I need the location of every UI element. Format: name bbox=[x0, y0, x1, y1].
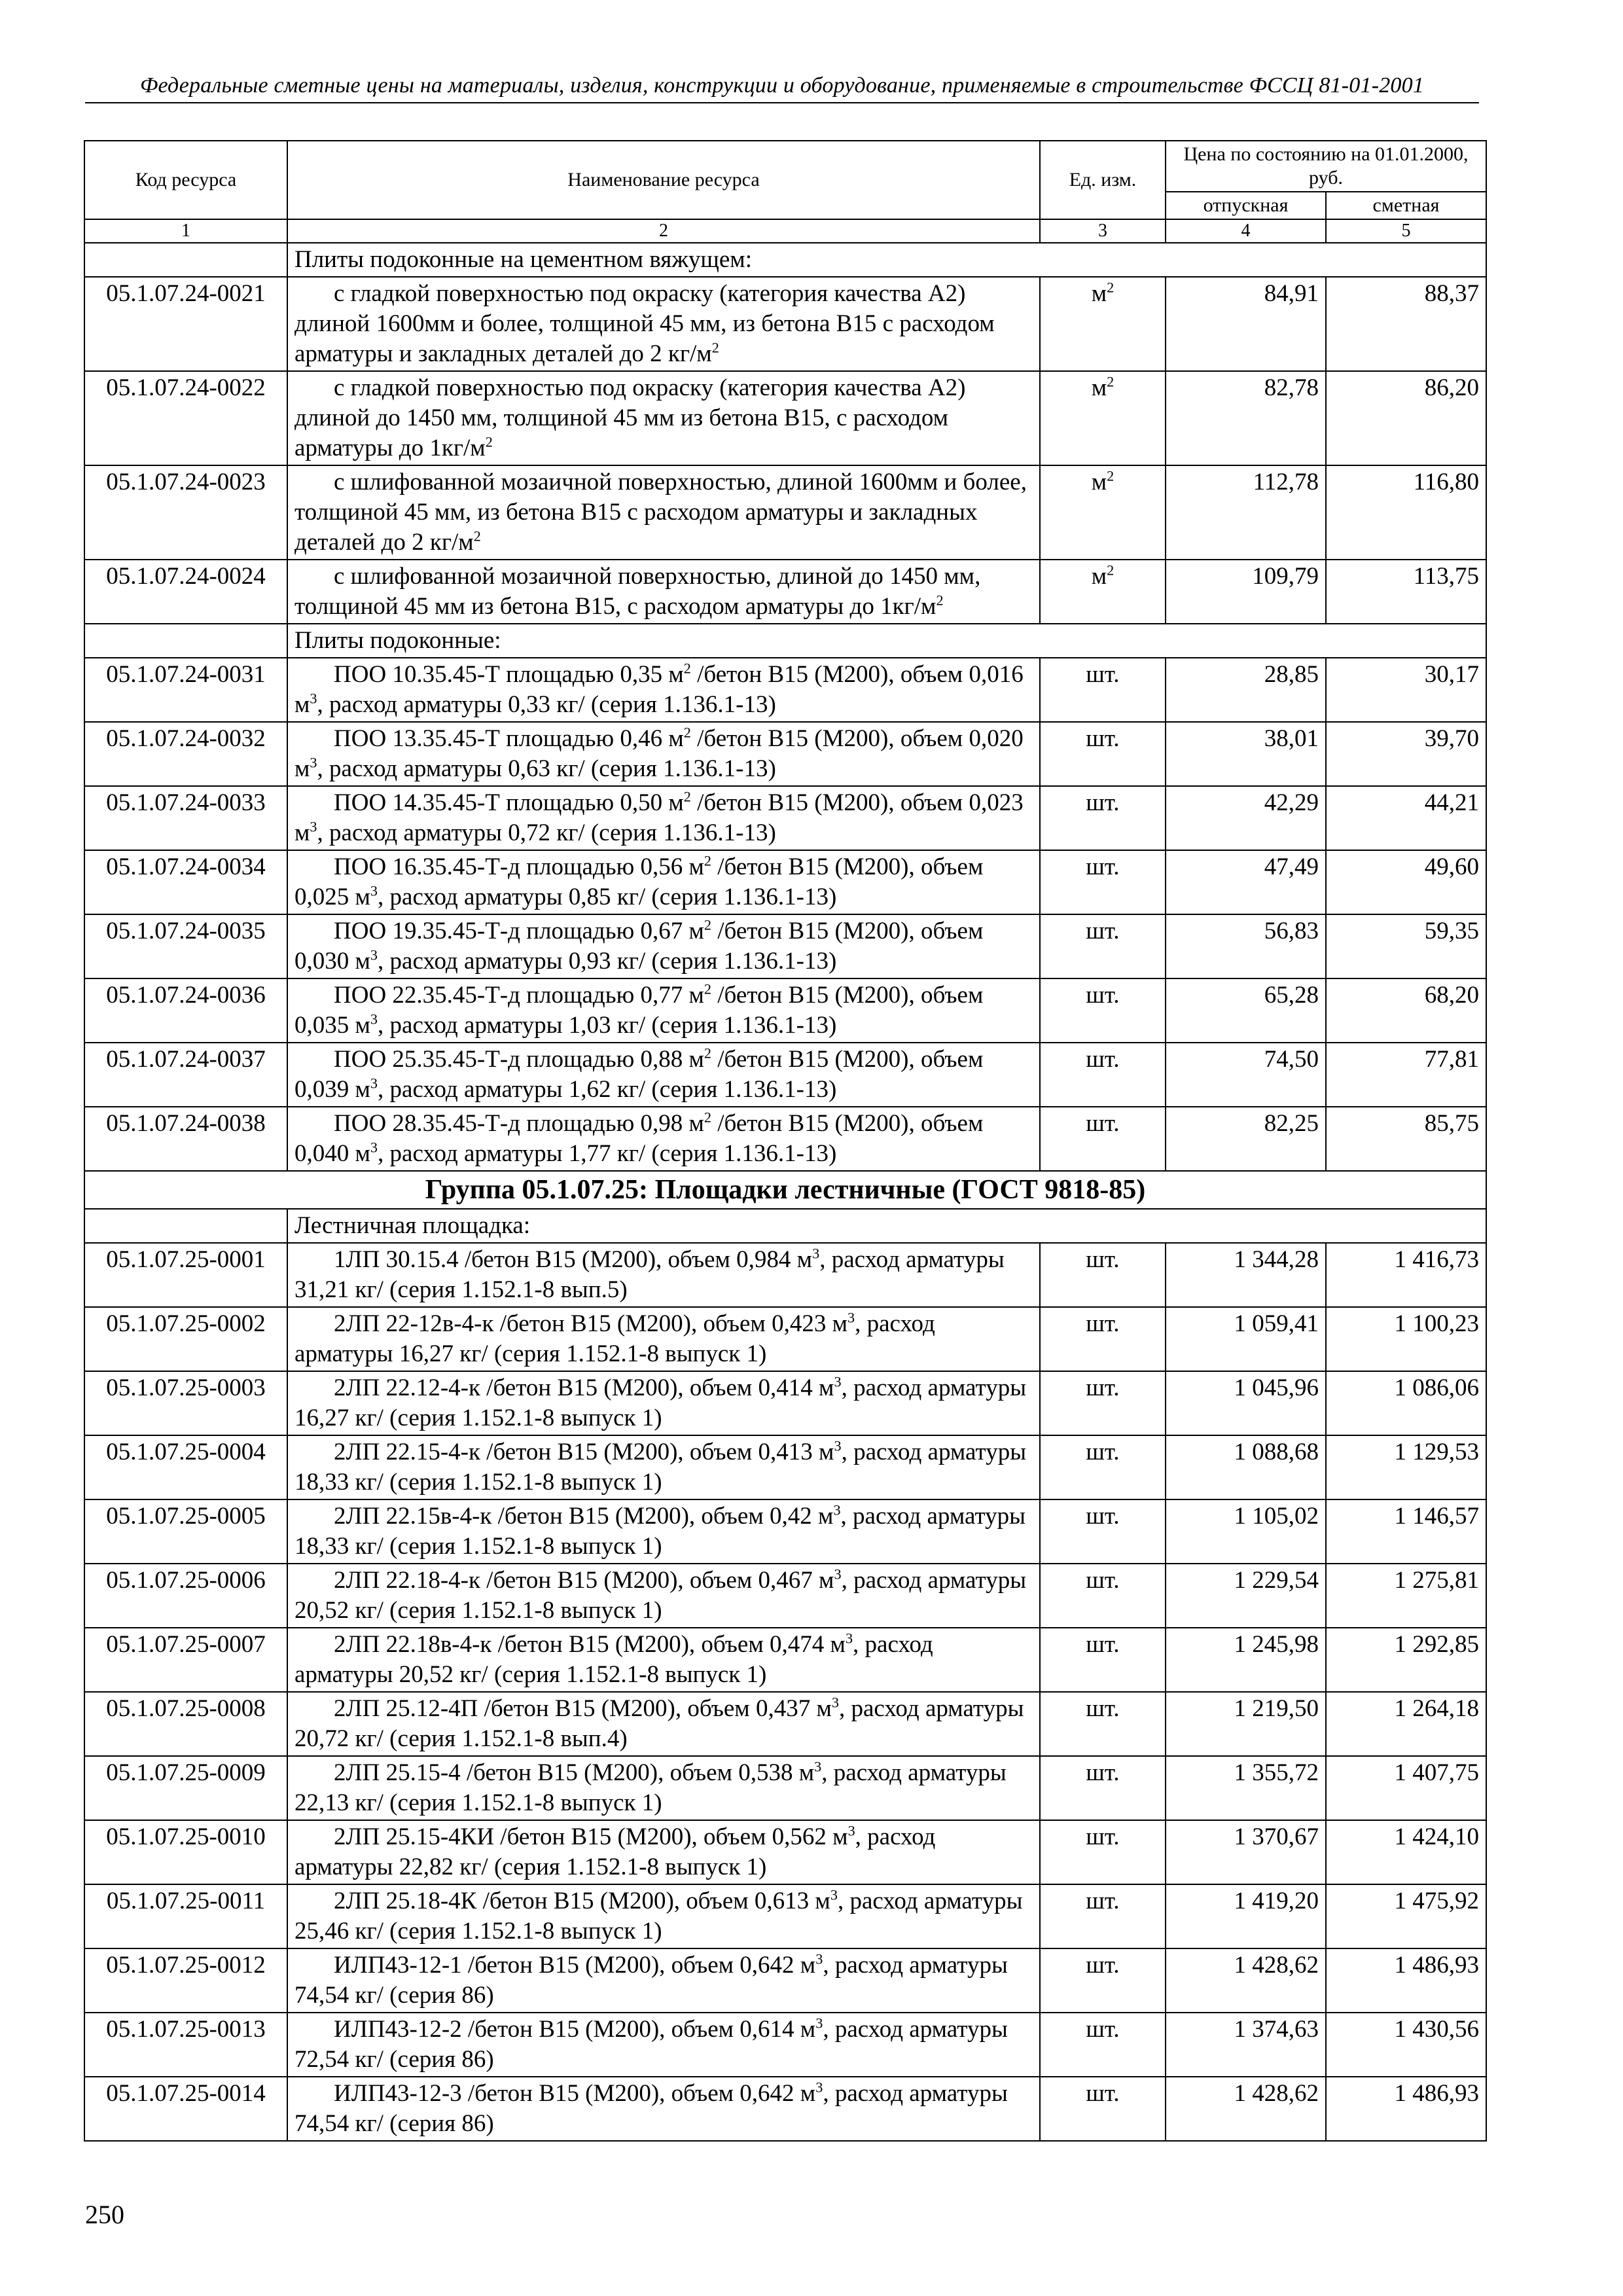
section-title: Плиты подоконные: bbox=[287, 624, 1486, 658]
resource-name: ПОО 25.35.45-Т-д площадью 0,88 $м^2$ /бетон В15 (М200), объем 0,039 $м^3$, расход арматуры 1,62 кг/ (серия 1.136.1-13) bbox=[287, 1043, 1040, 1107]
group-row bbox=[84, 1171, 1486, 1209]
price-release: 1 045,96 bbox=[1166, 1371, 1326, 1435]
column-number: 3 bbox=[1040, 219, 1166, 243]
price-table bbox=[84, 140, 1487, 2142]
resource-code: 05.1.07.25-0009 bbox=[84, 1756, 287, 1820]
table-row bbox=[84, 658, 1486, 722]
resource-name: с гладкой поверхностью под окраску (категория качества А2) длиной до 1450 мм, толщиной 45 мм из бетона В15, с расходом арматуры до $1кг/м^2$ bbox=[287, 371, 1040, 465]
resource-code: 05.1.07.25-0002 bbox=[84, 1307, 287, 1371]
table-body bbox=[84, 243, 1486, 2141]
price-estimate: 39,70 bbox=[1326, 722, 1486, 786]
price-release: 82,78 bbox=[1166, 371, 1326, 465]
table-row bbox=[84, 1243, 1486, 1307]
table-row bbox=[84, 1692, 1486, 1756]
table-row bbox=[84, 1948, 1486, 2013]
resource-code: 05.1.07.25-0010 bbox=[84, 1820, 287, 1884]
resource-name: 2ЛП 25.18-4К /бетон В15 (М200), объем 0,613 $м^3$, расход арматуры 25,46 кг/ (серия 1.152.1-8 выпуск 1) bbox=[287, 1884, 1040, 1948]
unit-of-measure: $м^2$ bbox=[1040, 560, 1166, 624]
price-estimate: 77,81 bbox=[1326, 1043, 1486, 1107]
column-header-name: Наименование ресурса bbox=[287, 141, 1040, 219]
price-estimate: 59,35 bbox=[1326, 914, 1486, 978]
resource-code: 05.1.07.24-0031 bbox=[84, 658, 287, 722]
price-estimate: 1 486,93 bbox=[1326, 1948, 1486, 2013]
price-estimate: 49,60 bbox=[1326, 850, 1486, 914]
resource-code: 05.1.07.25-0003 bbox=[84, 1371, 287, 1435]
unit-of-measure: шт. bbox=[1040, 1564, 1166, 1628]
resource-code: 05.1.07.25-0008 bbox=[84, 1692, 287, 1756]
column-header-price: Цена по состоянию на 01.01.2000, руб. bbox=[1166, 141, 1486, 192]
price-release: 1 419,20 bbox=[1166, 1884, 1326, 1948]
price-estimate: 1 430,56 bbox=[1326, 2013, 1486, 2077]
column-number: 1 bbox=[84, 219, 287, 243]
unit-of-measure: шт. bbox=[1040, 1371, 1166, 1435]
price-release: 1 219,50 bbox=[1166, 1692, 1326, 1756]
resource-name: ПОО 13.35.45-Т площадью 0,46 $м^2$ /бетон В15 (М200), объем 0,020 $м^3$, расход арматуры 0,63 кг/ (серия 1.136.1-13) bbox=[287, 722, 1040, 786]
resource-name: с шлифованной мозаичной поверхностью, длиной до 1450 мм, толщиной 45 мм из бетона В15, с расходом арматуры до $1кг/м^2$ bbox=[287, 560, 1040, 624]
price-release: 1 059,41 bbox=[1166, 1307, 1326, 1371]
table-row bbox=[84, 1499, 1486, 1564]
price-release: 109,79 bbox=[1166, 560, 1326, 624]
price-release: 74,50 bbox=[1166, 1043, 1326, 1107]
resource-name: ИЛП43-12-2 /бетон В15 (М200), объем 0,614 $м^3$, расход арматуры 72,54 кг/ (серия 86) bbox=[287, 2013, 1040, 2077]
resource-name: с гладкой поверхностью под окраску (категория качества А2) длиной 1600мм и более, толщиной 45 мм, из бетона В15 с расходом арматуры и закладных деталей до 2 $кг/м^2$ bbox=[287, 277, 1040, 371]
table-row bbox=[84, 371, 1486, 465]
section-title: Лестничная площадка: bbox=[287, 1209, 1486, 1243]
resource-code: 05.1.07.24-0024 bbox=[84, 560, 287, 624]
group-title: Группа 05.1.07.25: Площадки лестничные (ГОСТ 9818-85) bbox=[84, 1171, 1486, 1209]
resource-code: 05.1.07.25-0004 bbox=[84, 1435, 287, 1499]
table-row bbox=[84, 2013, 1486, 2077]
table-row bbox=[84, 978, 1486, 1043]
unit-of-measure: шт. bbox=[1040, 658, 1166, 722]
resource-code: 05.1.07.25-0012 bbox=[84, 1948, 287, 2013]
price-estimate: 1 146,57 bbox=[1326, 1499, 1486, 1564]
resource-code: 05.1.07.24-0034 bbox=[84, 850, 287, 914]
table-row bbox=[84, 1628, 1486, 1692]
unit-of-measure: шт. bbox=[1040, 1820, 1166, 1884]
resource-code: 05.1.07.25-0007 bbox=[84, 1628, 287, 1692]
resource-name: 1ЛП 30.15.4 /бетон В15 (М200), объем 0,984 $м^3$, расход арматуры 31,21 кг/ (серия 1.152.1-8 вып.5) bbox=[287, 1243, 1040, 1307]
table-row bbox=[84, 722, 1486, 786]
price-release: 1 245,98 bbox=[1166, 1628, 1326, 1692]
column-number: 2 bbox=[287, 219, 1040, 243]
resource-name: ПОО 22.35.45-Т-д площадью 0,77 $м^2$ /бетон В15 (М200), объем 0,035 $м^3$, расход арматуры 1,03 кг/ (серия 1.136.1-13) bbox=[287, 978, 1040, 1043]
price-release: 42,29 bbox=[1166, 786, 1326, 850]
resource-name: 2ЛП 25.15-4 /бетон В15 (М200), объем 0,538 $м^3$, расход арматуры 22,13 кг/ (серия 1.152.1-8 выпуск 1) bbox=[287, 1756, 1040, 1820]
table-row bbox=[84, 1756, 1486, 1820]
resource-code: 05.1.07.24-0037 bbox=[84, 1043, 287, 1107]
price-release: 112,78 bbox=[1166, 465, 1326, 560]
price-release: 1 370,67 bbox=[1166, 1820, 1326, 1884]
page-number: 250 bbox=[85, 2200, 124, 2229]
price-estimate: 68,20 bbox=[1326, 978, 1486, 1043]
table-row bbox=[84, 1884, 1486, 1948]
price-estimate: 116,80 bbox=[1326, 465, 1486, 560]
price-estimate: 1 407,75 bbox=[1326, 1756, 1486, 1820]
unit-of-measure: шт. bbox=[1040, 2013, 1166, 2077]
price-estimate: 1 264,18 bbox=[1326, 1692, 1486, 1756]
price-release: 1 428,62 bbox=[1166, 2077, 1326, 2141]
unit-of-measure: шт. bbox=[1040, 1107, 1166, 1171]
price-release: 1 088,68 bbox=[1166, 1435, 1326, 1499]
price-release: 1 229,54 bbox=[1166, 1564, 1326, 1628]
resource-name: ПОО 16.35.45-Т-д площадью 0,56 $м^2$ /бетон В15 (М200), объем 0,025 $м^3$, расход арматуры 0,85 кг/ (серия 1.136.1-13) bbox=[287, 850, 1040, 914]
resource-code: 05.1.07.25-0005 bbox=[84, 1499, 287, 1564]
unit-of-measure: шт. bbox=[1040, 2077, 1166, 2141]
unit-of-measure: $м^2$ bbox=[1040, 277, 1166, 371]
price-estimate: 1 416,73 bbox=[1326, 1243, 1486, 1307]
unit-of-measure: шт. bbox=[1040, 1884, 1166, 1948]
resource-name: ПОО 14.35.45-Т площадью 0,50 $м^2$ /бетон В15 (М200), объем 0,023 $м^3$, расход арматуры 0,72 кг/ (серия 1.136.1-13) bbox=[287, 786, 1040, 850]
column-number: 4 bbox=[1166, 219, 1326, 243]
resource-name: 2ЛП 22.18в-4-к /бетон В15 (М200), объем 0,474 $м^3$, расход арматуры 20,52 кг/ (серия 1.152.1-8 выпуск 1) bbox=[287, 1628, 1040, 1692]
price-estimate: 86,20 bbox=[1326, 371, 1486, 465]
resource-code: 05.1.07.24-0021 bbox=[84, 277, 287, 371]
resource-code: 05.1.07.25-0013 bbox=[84, 2013, 287, 2077]
table-row bbox=[84, 914, 1486, 978]
table-row bbox=[84, 277, 1486, 371]
price-release: 1 374,63 bbox=[1166, 2013, 1326, 2077]
price-release: 65,28 bbox=[1166, 978, 1326, 1043]
table-row bbox=[84, 1435, 1486, 1499]
table-row bbox=[84, 1107, 1486, 1171]
price-estimate: 1 486,93 bbox=[1326, 2077, 1486, 2141]
unit-of-measure: шт. bbox=[1040, 1628, 1166, 1692]
table-row bbox=[84, 2077, 1486, 2141]
table-row bbox=[84, 560, 1486, 624]
resource-name: ПОО 10.35.45-Т площадью 0,35 $м^2$ /бетон В15 (М200), объем 0,016 $м^3$, расход арматуры 0,33 кг/ (серия 1.136.1-13) bbox=[287, 658, 1040, 722]
price-estimate: 1 475,92 bbox=[1326, 1884, 1486, 1948]
price-estimate: 1 275,81 bbox=[1326, 1564, 1486, 1628]
unit-of-measure: шт. bbox=[1040, 1948, 1166, 2013]
unit-of-measure: шт. bbox=[1040, 978, 1166, 1043]
running-header: Федеральные сметные цены на материалы, изделия, конструкции и оборудование, применяемые в строительстве ФССЦ 81-01-2001 bbox=[85, 73, 1479, 103]
section-row bbox=[84, 243, 1486, 277]
unit-of-measure: шт. bbox=[1040, 1043, 1166, 1107]
resource-name: ПОО 28.35.45-Т-д площадью 0,98 $м^2$ /бетон В15 (М200), объем 0,040 $м^3$, расход арматуры 1,77 кг/ (серия 1.136.1-13) bbox=[287, 1107, 1040, 1171]
price-release: 28,85 bbox=[1166, 658, 1326, 722]
price-release: 1 344,28 bbox=[1166, 1243, 1326, 1307]
section-row bbox=[84, 1209, 1486, 1243]
resource-code: 05.1.07.24-0023 bbox=[84, 465, 287, 560]
column-number: 5 bbox=[1326, 219, 1486, 243]
section-row bbox=[84, 624, 1486, 658]
price-release: 1 428,62 bbox=[1166, 1948, 1326, 2013]
price-estimate: 88,37 bbox=[1326, 277, 1486, 371]
unit-of-measure: шт. bbox=[1040, 1692, 1166, 1756]
price-estimate: 113,75 bbox=[1326, 560, 1486, 624]
price-release: 1 105,02 bbox=[1166, 1499, 1326, 1564]
unit-of-measure: шт. bbox=[1040, 914, 1166, 978]
table-row bbox=[84, 1043, 1486, 1107]
price-release: 1 355,72 bbox=[1166, 1756, 1326, 1820]
table-row bbox=[84, 786, 1486, 850]
resource-name: 2ЛП 25.15-4КИ /бетон В15 (М200), объем 0,562 $м^3$, расход арматуры 22,82 кг/ (серия 1.152.1-8 выпуск 1) bbox=[287, 1820, 1040, 1884]
resource-name: 2ЛП 25.12-4П /бетон В15 (М200), объем 0,437 $м^3$, расход арматуры 20,72 кг/ (серия 1.152.1-8 вып.4) bbox=[287, 1692, 1040, 1756]
price-release: 47,49 bbox=[1166, 850, 1326, 914]
resource-name: ПОО 19.35.45-Т-д площадью 0,67 $м^2$ /бетон В15 (М200), объем 0,030 $м^3$, расход арматуры 0,93 кг/ (серия 1.136.1-13) bbox=[287, 914, 1040, 978]
unit-of-measure: шт. bbox=[1040, 1756, 1166, 1820]
resource-name: 2ЛП 22-12в-4-к /бетон В15 (М200), объем 0,423 $м^3$, расход арматуры 16,27 кг/ (серия 1.152.1-8 выпуск 1) bbox=[287, 1307, 1040, 1371]
column-header-price-estimate: сметная bbox=[1326, 192, 1486, 219]
resource-name: 2ЛП 22.15в-4-к /бетон В15 (М200), объем 0,42 $м^3$, расход арматуры 18,33 кг/ (серия 1.152.1-8 выпуск 1) bbox=[287, 1499, 1040, 1564]
resource-code: 05.1.07.25-0011 bbox=[84, 1884, 287, 1948]
unit-of-measure: шт. bbox=[1040, 722, 1166, 786]
column-header-price-release: отпускная bbox=[1166, 192, 1326, 219]
resource-name: 2ЛП 22.18-4-к /бетон В15 (М200), объем 0,467 $м^3$, расход арматуры 20,52 кг/ (серия 1.152.1-8 выпуск 1) bbox=[287, 1564, 1040, 1628]
table-row bbox=[84, 465, 1486, 560]
resource-code: 05.1.07.24-0032 bbox=[84, 722, 287, 786]
unit-of-measure: шт. bbox=[1040, 1499, 1166, 1564]
unit-of-measure: шт. bbox=[1040, 850, 1166, 914]
resource-code: 05.1.07.25-0006 bbox=[84, 1564, 287, 1628]
resource-name: ИЛП43-12-1 /бетон В15 (М200), объем 0,642 $м^3$, расход арматуры 74,54 кг/ (серия 86) bbox=[287, 1948, 1040, 2013]
price-release: 82,25 bbox=[1166, 1107, 1326, 1171]
resource-name: 2ЛП 22.15-4-к /бетон В15 (М200), объем 0,413 $м^3$, расход арматуры 18,33 кг/ (серия 1.152.1-8 выпуск 1) bbox=[287, 1435, 1040, 1499]
unit-of-measure: шт. bbox=[1040, 1307, 1166, 1371]
table-row bbox=[84, 1820, 1486, 1884]
price-estimate: 1 292,85 bbox=[1326, 1628, 1486, 1692]
table-row bbox=[84, 1307, 1486, 1371]
resource-name: 2ЛП 22.12-4-к /бетон В15 (М200), объем 0,414 $м^3$, расход арматуры 16,27 кг/ (серия 1.152.1-8 выпуск 1) bbox=[287, 1371, 1040, 1435]
resource-name: с шлифованной мозаичной поверхностью, длиной 1600мм и более, толщиной 45 мм, из бетона В15 с расходом арматуры и закладных деталей до 2 $кг/м^2$ bbox=[287, 465, 1040, 560]
resource-code: 05.1.07.25-0001 bbox=[84, 1243, 287, 1307]
unit-of-measure: $м^2$ bbox=[1040, 465, 1166, 560]
price-estimate: 1 129,53 bbox=[1326, 1435, 1486, 1499]
price-release: 56,83 bbox=[1166, 914, 1326, 978]
table-row bbox=[84, 850, 1486, 914]
column-header-code: Код ресурса bbox=[84, 141, 287, 219]
section-title: Плиты подоконные на цементном вяжущем: bbox=[287, 243, 1486, 277]
price-estimate: 1 424,10 bbox=[1326, 1820, 1486, 1884]
resource-name: ИЛП43-12-3 /бетон В15 (М200), объем 0,642 $м^3$, расход арматуры 74,54 кг/ (серия 86) bbox=[287, 2077, 1040, 2141]
unit-of-measure: шт. bbox=[1040, 786, 1166, 850]
resource-code: 05.1.07.24-0022 bbox=[84, 371, 287, 465]
table-row bbox=[84, 1371, 1486, 1435]
price-estimate: 1 100,23 bbox=[1326, 1307, 1486, 1371]
resource-code: 05.1.07.24-0033 bbox=[84, 786, 287, 850]
price-release: 84,91 bbox=[1166, 277, 1326, 371]
unit-of-measure: $м^2$ bbox=[1040, 371, 1166, 465]
price-estimate: 44,21 bbox=[1326, 786, 1486, 850]
resource-code: 05.1.07.24-0036 bbox=[84, 978, 287, 1043]
unit-of-measure: шт. bbox=[1040, 1243, 1166, 1307]
price-estimate: 30,17 bbox=[1326, 658, 1486, 722]
price-release: 38,01 bbox=[1166, 722, 1326, 786]
resource-code: 05.1.07.24-0038 bbox=[84, 1107, 287, 1171]
table-row bbox=[84, 1564, 1486, 1628]
price-estimate: 85,75 bbox=[1326, 1107, 1486, 1171]
resource-code: 05.1.07.24-0035 bbox=[84, 914, 287, 978]
unit-of-measure: шт. bbox=[1040, 1435, 1166, 1499]
column-header-unit: Ед. изм. bbox=[1040, 141, 1166, 219]
price-estimate: 1 086,06 bbox=[1326, 1371, 1486, 1435]
resource-code: 05.1.07.25-0014 bbox=[84, 2077, 287, 2141]
